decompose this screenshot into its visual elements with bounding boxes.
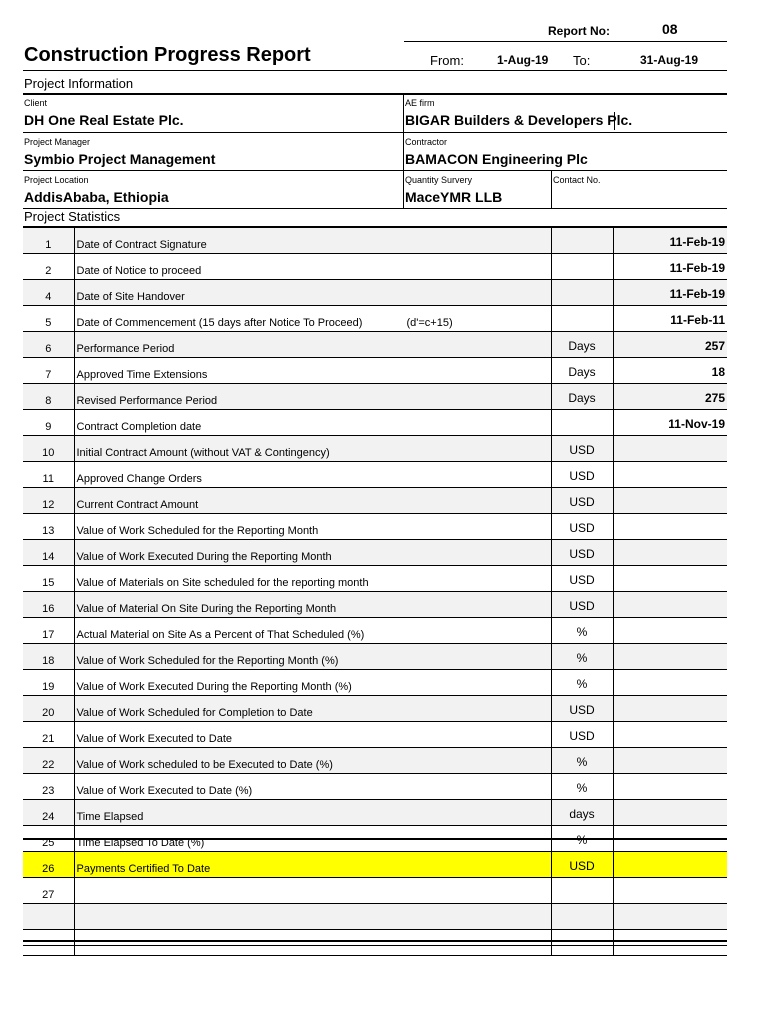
- row-unit[interactable]: [551, 228, 613, 254]
- row-value[interactable]: [613, 644, 727, 670]
- row-label-wrap: [77, 800, 551, 823]
- row-label-cell[interactable]: [74, 358, 551, 384]
- row-label: Value of Work scheduled to be Executed to Date (%): [76, 759, 333, 771]
- row-label-cell[interactable]: [74, 696, 551, 722]
- row-label-cell[interactable]: [74, 852, 551, 878]
- row-number[interactable]: 8: [23, 384, 74, 410]
- row-label-wrap: [77, 254, 551, 277]
- row-label: Value of Work Scheduled for the Reporting Month (%): [76, 655, 339, 667]
- row-label-wrap: [77, 228, 551, 251]
- page-title: Construction Progress Report: [24, 44, 311, 66]
- row-unit[interactable]: USD: [551, 566, 613, 592]
- footer-rule-1: [23, 940, 727, 942]
- row-label-wrap: [77, 436, 551, 459]
- location-value[interactable]: AddisAbaba, Ethiopia: [24, 189, 169, 205]
- row-label-cell[interactable]: [74, 722, 551, 748]
- contact-col-divider: [551, 170, 552, 208]
- table-row: [23, 592, 727, 618]
- row-value[interactable]: [613, 696, 727, 722]
- row-label-cell[interactable]: [74, 618, 551, 644]
- row-unit[interactable]: [551, 878, 613, 904]
- ae-firm-label: AE firm: [405, 98, 435, 108]
- row-value[interactable]: [613, 462, 727, 488]
- table-row: [23, 930, 727, 956]
- stats-bottom-rule: [23, 838, 727, 840]
- row-label: Value of Materials on Site scheduled for the reporting month: [76, 577, 369, 589]
- row-value[interactable]: 257: [613, 332, 727, 358]
- row-value[interactable]: 11-Feb-19: [613, 254, 727, 280]
- table-row: [23, 436, 727, 462]
- row-unit[interactable]: %: [551, 618, 613, 644]
- qs-label: Quantity Survery: [405, 175, 473, 185]
- row-number[interactable]: 24: [23, 800, 74, 826]
- table-row: [23, 904, 727, 930]
- row-unit[interactable]: [551, 904, 613, 930]
- row-number[interactable]: 21: [23, 722, 74, 748]
- row-label-cell[interactable]: [74, 488, 551, 514]
- from-label: From:: [430, 53, 464, 68]
- row-label-wrap: [77, 748, 551, 771]
- row-label-wrap: [77, 722, 551, 745]
- report-no-label: Report No:: [548, 24, 610, 38]
- row-unit[interactable]: %: [551, 826, 613, 852]
- row-value[interactable]: [613, 878, 727, 904]
- row-label: Value of Work Scheduled for the Reporting Month: [76, 525, 319, 537]
- table-row: [23, 670, 727, 696]
- client-value[interactable]: DH One Real Estate Plc.: [24, 112, 184, 128]
- row-label: Value of Work Executed During the Reporting Month: [76, 551, 332, 563]
- row-number[interactable]: 16: [23, 592, 74, 618]
- row-unit[interactable]: [551, 254, 613, 280]
- qs-value[interactable]: MaceYMR LLB: [405, 189, 503, 205]
- table-row: [23, 748, 727, 774]
- row-label: Payments Certified To Date: [76, 863, 211, 875]
- row-label: Approved Change Orders: [76, 473, 202, 485]
- project-stats-title: Project Statistics: [24, 209, 121, 224]
- row-label-wrap: [77, 306, 551, 329]
- client-label: Client: [24, 98, 48, 108]
- row-value[interactable]: [613, 774, 727, 800]
- table-row: [23, 540, 727, 566]
- row-label-cell[interactable]: [74, 670, 551, 696]
- row-number[interactable]: 11: [23, 462, 74, 488]
- title-rule: [23, 70, 727, 71]
- row-value[interactable]: [613, 670, 727, 696]
- row-label: Value of Material On Site During the Reporting Month: [76, 603, 337, 615]
- table-row: [23, 254, 727, 280]
- row-label-wrap: [77, 566, 551, 589]
- row-number[interactable]: 9: [23, 410, 74, 436]
- row-label: Time Elapsed: [76, 811, 144, 823]
- table-row: [23, 410, 727, 436]
- row-number[interactable]: [23, 904, 74, 930]
- contractor-value[interactable]: BAMACON Engineering Plc: [405, 151, 588, 167]
- row-value[interactable]: [613, 488, 727, 514]
- row-label-cell[interactable]: [74, 540, 551, 566]
- project-info-rule: [23, 93, 727, 95]
- row-label-cell[interactable]: [74, 514, 551, 540]
- header-rule: [404, 41, 727, 42]
- row-value[interactable]: 11-Feb-19: [613, 280, 727, 306]
- row-number[interactable]: 10: [23, 436, 74, 462]
- stats-body: [23, 228, 727, 956]
- row-label-cell[interactable]: [74, 462, 551, 488]
- text-cursor: [614, 112, 615, 130]
- row-label-cell[interactable]: [74, 436, 551, 462]
- table-row: [23, 384, 727, 410]
- row-value[interactable]: [613, 852, 727, 878]
- row-label: Initial Contract Amount (without VAT & Contingency): [76, 447, 330, 459]
- row-number[interactable]: 27: [23, 878, 74, 904]
- row-number[interactable]: 13: [23, 514, 74, 540]
- report-no[interactable]: 08: [662, 21, 678, 37]
- row-value[interactable]: 18: [613, 358, 727, 384]
- pm-value[interactable]: Symbio Project Management: [24, 151, 216, 167]
- row-unit[interactable]: [551, 280, 613, 306]
- row-number[interactable]: 23: [23, 774, 74, 800]
- contractor-label: Contractor: [405, 137, 448, 147]
- row-label: Contract Completion date: [76, 421, 202, 433]
- row-unit[interactable]: USD: [551, 592, 613, 618]
- row-value[interactable]: [613, 800, 727, 826]
- row-unit[interactable]: %: [551, 644, 613, 670]
- row-label-cell[interactable]: [74, 254, 551, 280]
- row-label-wrap: [77, 358, 551, 381]
- table-row: [23, 488, 727, 514]
- row-number[interactable]: 5: [23, 306, 74, 332]
- row-label: Date of Commencement (15 days after Notice To Proceed): [76, 317, 363, 329]
- row-number[interactable]: [23, 930, 74, 956]
- ae-firm-value[interactable]: BIGAR Builders & Developers Plc.: [405, 112, 633, 128]
- row-number[interactable]: 1: [23, 228, 74, 254]
- row-label-cell[interactable]: [74, 410, 551, 436]
- row-label-cell[interactable]: [74, 592, 551, 618]
- row-number[interactable]: 7: [23, 358, 74, 384]
- to-label: To:: [573, 53, 591, 68]
- footer-rule-2: [23, 945, 727, 946]
- row-label-wrap: [77, 592, 551, 615]
- row-label-cell[interactable]: [74, 644, 551, 670]
- stats-table: [23, 228, 727, 956]
- to-date[interactable]: 31-Aug-19: [640, 53, 699, 67]
- row-number[interactable]: 14: [23, 540, 74, 566]
- row-label-wrap: [77, 904, 551, 927]
- row-label-wrap: [77, 670, 551, 693]
- row-label-wrap: [77, 488, 551, 511]
- row-label-cell[interactable]: [74, 774, 551, 800]
- pm-label: Project Manager: [24, 137, 91, 147]
- row-unit[interactable]: Days: [551, 384, 613, 410]
- row-label-cell[interactable]: [74, 566, 551, 592]
- row-unit[interactable]: USD: [551, 462, 613, 488]
- row-label: Performance Period: [76, 343, 175, 355]
- row-number[interactable]: 15: [23, 566, 74, 592]
- row-label-wrap: [77, 462, 551, 485]
- row-unit[interactable]: Days: [551, 332, 613, 358]
- row-label-wrap: [77, 644, 551, 667]
- row-value[interactable]: [613, 722, 727, 748]
- row-label: Date of Contract Signature: [76, 239, 207, 251]
- row-number[interactable]: 26: [23, 852, 74, 878]
- row-label-cell[interactable]: [74, 904, 551, 930]
- table-row: [23, 618, 727, 644]
- table-row: [23, 800, 727, 826]
- row-value[interactable]: [613, 930, 727, 956]
- row-value[interactable]: [613, 436, 727, 462]
- row-label-cell[interactable]: [74, 306, 551, 332]
- row-number[interactable]: 4: [23, 280, 74, 306]
- row-label: Revised Performance Period: [76, 395, 218, 407]
- row-unit[interactable]: [551, 306, 613, 332]
- table-row: [23, 774, 727, 800]
- info-row-rule-1: [23, 132, 727, 133]
- table-row: [23, 722, 727, 748]
- table-row: [23, 280, 727, 306]
- row-value[interactable]: 11-Feb-19: [613, 228, 727, 254]
- row-value[interactable]: [613, 566, 727, 592]
- row-label-wrap: [77, 774, 551, 797]
- row-value[interactable]: 11-Nov-19: [613, 410, 727, 436]
- row-unit[interactable]: USD: [551, 540, 613, 566]
- row-number[interactable]: 25: [23, 826, 74, 852]
- row-value[interactable]: 275: [613, 384, 727, 410]
- info-row-rule-2: [23, 170, 727, 171]
- row-label: Date of Notice to proceed: [76, 265, 202, 277]
- row-label-cell[interactable]: [74, 878, 551, 904]
- location-label: Project Location: [24, 175, 89, 185]
- row-label-wrap: [77, 852, 551, 875]
- row-number[interactable]: 19: [23, 670, 74, 696]
- table-row: [23, 358, 727, 384]
- project-info-title: Project Information: [24, 76, 134, 91]
- row-unit[interactable]: USD: [551, 514, 613, 540]
- row-unit[interactable]: USD: [551, 852, 613, 878]
- row-unit[interactable]: USD: [551, 436, 613, 462]
- row-label: Approved Time Extensions: [76, 369, 208, 381]
- row-label-wrap: [77, 540, 551, 563]
- row-label: Current Contract Amount: [76, 499, 199, 511]
- row-label: Actual Material on Site As a Percent of That Scheduled (%): [76, 629, 365, 641]
- row-label-cell[interactable]: [74, 332, 551, 358]
- row-unit[interactable]: %: [551, 748, 613, 774]
- row-label-cell[interactable]: [74, 384, 551, 410]
- row-unit[interactable]: USD: [551, 696, 613, 722]
- row-label-wrap: [77, 332, 551, 355]
- info-row-rule-3: [23, 208, 727, 209]
- row-unit[interactable]: USD: [551, 722, 613, 748]
- row-label-wrap: [77, 384, 551, 407]
- table-row: [23, 514, 727, 540]
- table-row: [23, 332, 727, 358]
- row-unit[interactable]: Days: [551, 358, 613, 384]
- row-value[interactable]: [613, 618, 727, 644]
- table-row: [23, 644, 727, 670]
- row-value[interactable]: [613, 748, 727, 774]
- row-value[interactable]: [613, 592, 727, 618]
- table-row: [23, 306, 727, 332]
- table-row: [23, 696, 727, 722]
- row-value[interactable]: [613, 514, 727, 540]
- row-label-cell[interactable]: [74, 930, 551, 956]
- row-label: Value of Work Executed to Date: [76, 733, 233, 745]
- row-number[interactable]: 2: [23, 254, 74, 280]
- row-label: Value of Work Executed to Date (%): [76, 785, 253, 797]
- row-label-cell[interactable]: [74, 748, 551, 774]
- row-label-wrap: [77, 696, 551, 719]
- table-row: [23, 878, 727, 904]
- row-formula-note: (d'=c+15): [406, 317, 453, 329]
- table-row: [23, 462, 727, 488]
- contact-label: Contact No.: [553, 175, 601, 185]
- row-label: Date of Site Handover: [76, 291, 185, 303]
- row-unit[interactable]: %: [551, 774, 613, 800]
- row-label-cell[interactable]: [74, 800, 551, 826]
- row-value[interactable]: [613, 904, 727, 930]
- row-label: Value of Work Scheduled for Completion to Date: [76, 707, 313, 719]
- table-row: [23, 228, 727, 254]
- row-label-cell[interactable]: [74, 280, 551, 306]
- row-label-cell[interactable]: [74, 228, 551, 254]
- row-value[interactable]: 11-Feb-11: [613, 306, 727, 332]
- info-col-divider: [403, 94, 404, 208]
- row-value[interactable]: [613, 540, 727, 566]
- row-unit[interactable]: days: [551, 800, 613, 826]
- row-label-wrap: [77, 280, 551, 303]
- row-unit[interactable]: USD: [551, 488, 613, 514]
- row-label: Time Elapsed To Date (%): [76, 837, 205, 849]
- row-number[interactable]: 6: [23, 332, 74, 358]
- row-number[interactable]: 18: [23, 644, 74, 670]
- from-date[interactable]: 1-Aug-19: [497, 53, 549, 67]
- row-label-wrap: [77, 618, 551, 641]
- row-unit[interactable]: %: [551, 670, 613, 696]
- row-number[interactable]: 12: [23, 488, 74, 514]
- row-number[interactable]: 22: [23, 748, 74, 774]
- row-label-wrap: [77, 410, 551, 433]
- table-row: [23, 566, 727, 592]
- row-label: Value of Work Executed During the Reporting Month (%): [76, 681, 352, 693]
- table-row: [23, 852, 727, 878]
- row-unit[interactable]: [551, 930, 613, 956]
- row-label-wrap: [77, 878, 551, 901]
- row-unit[interactable]: [551, 410, 613, 436]
- row-number[interactable]: 17: [23, 618, 74, 644]
- row-label-wrap: [77, 514, 551, 537]
- row-number[interactable]: 20: [23, 696, 74, 722]
